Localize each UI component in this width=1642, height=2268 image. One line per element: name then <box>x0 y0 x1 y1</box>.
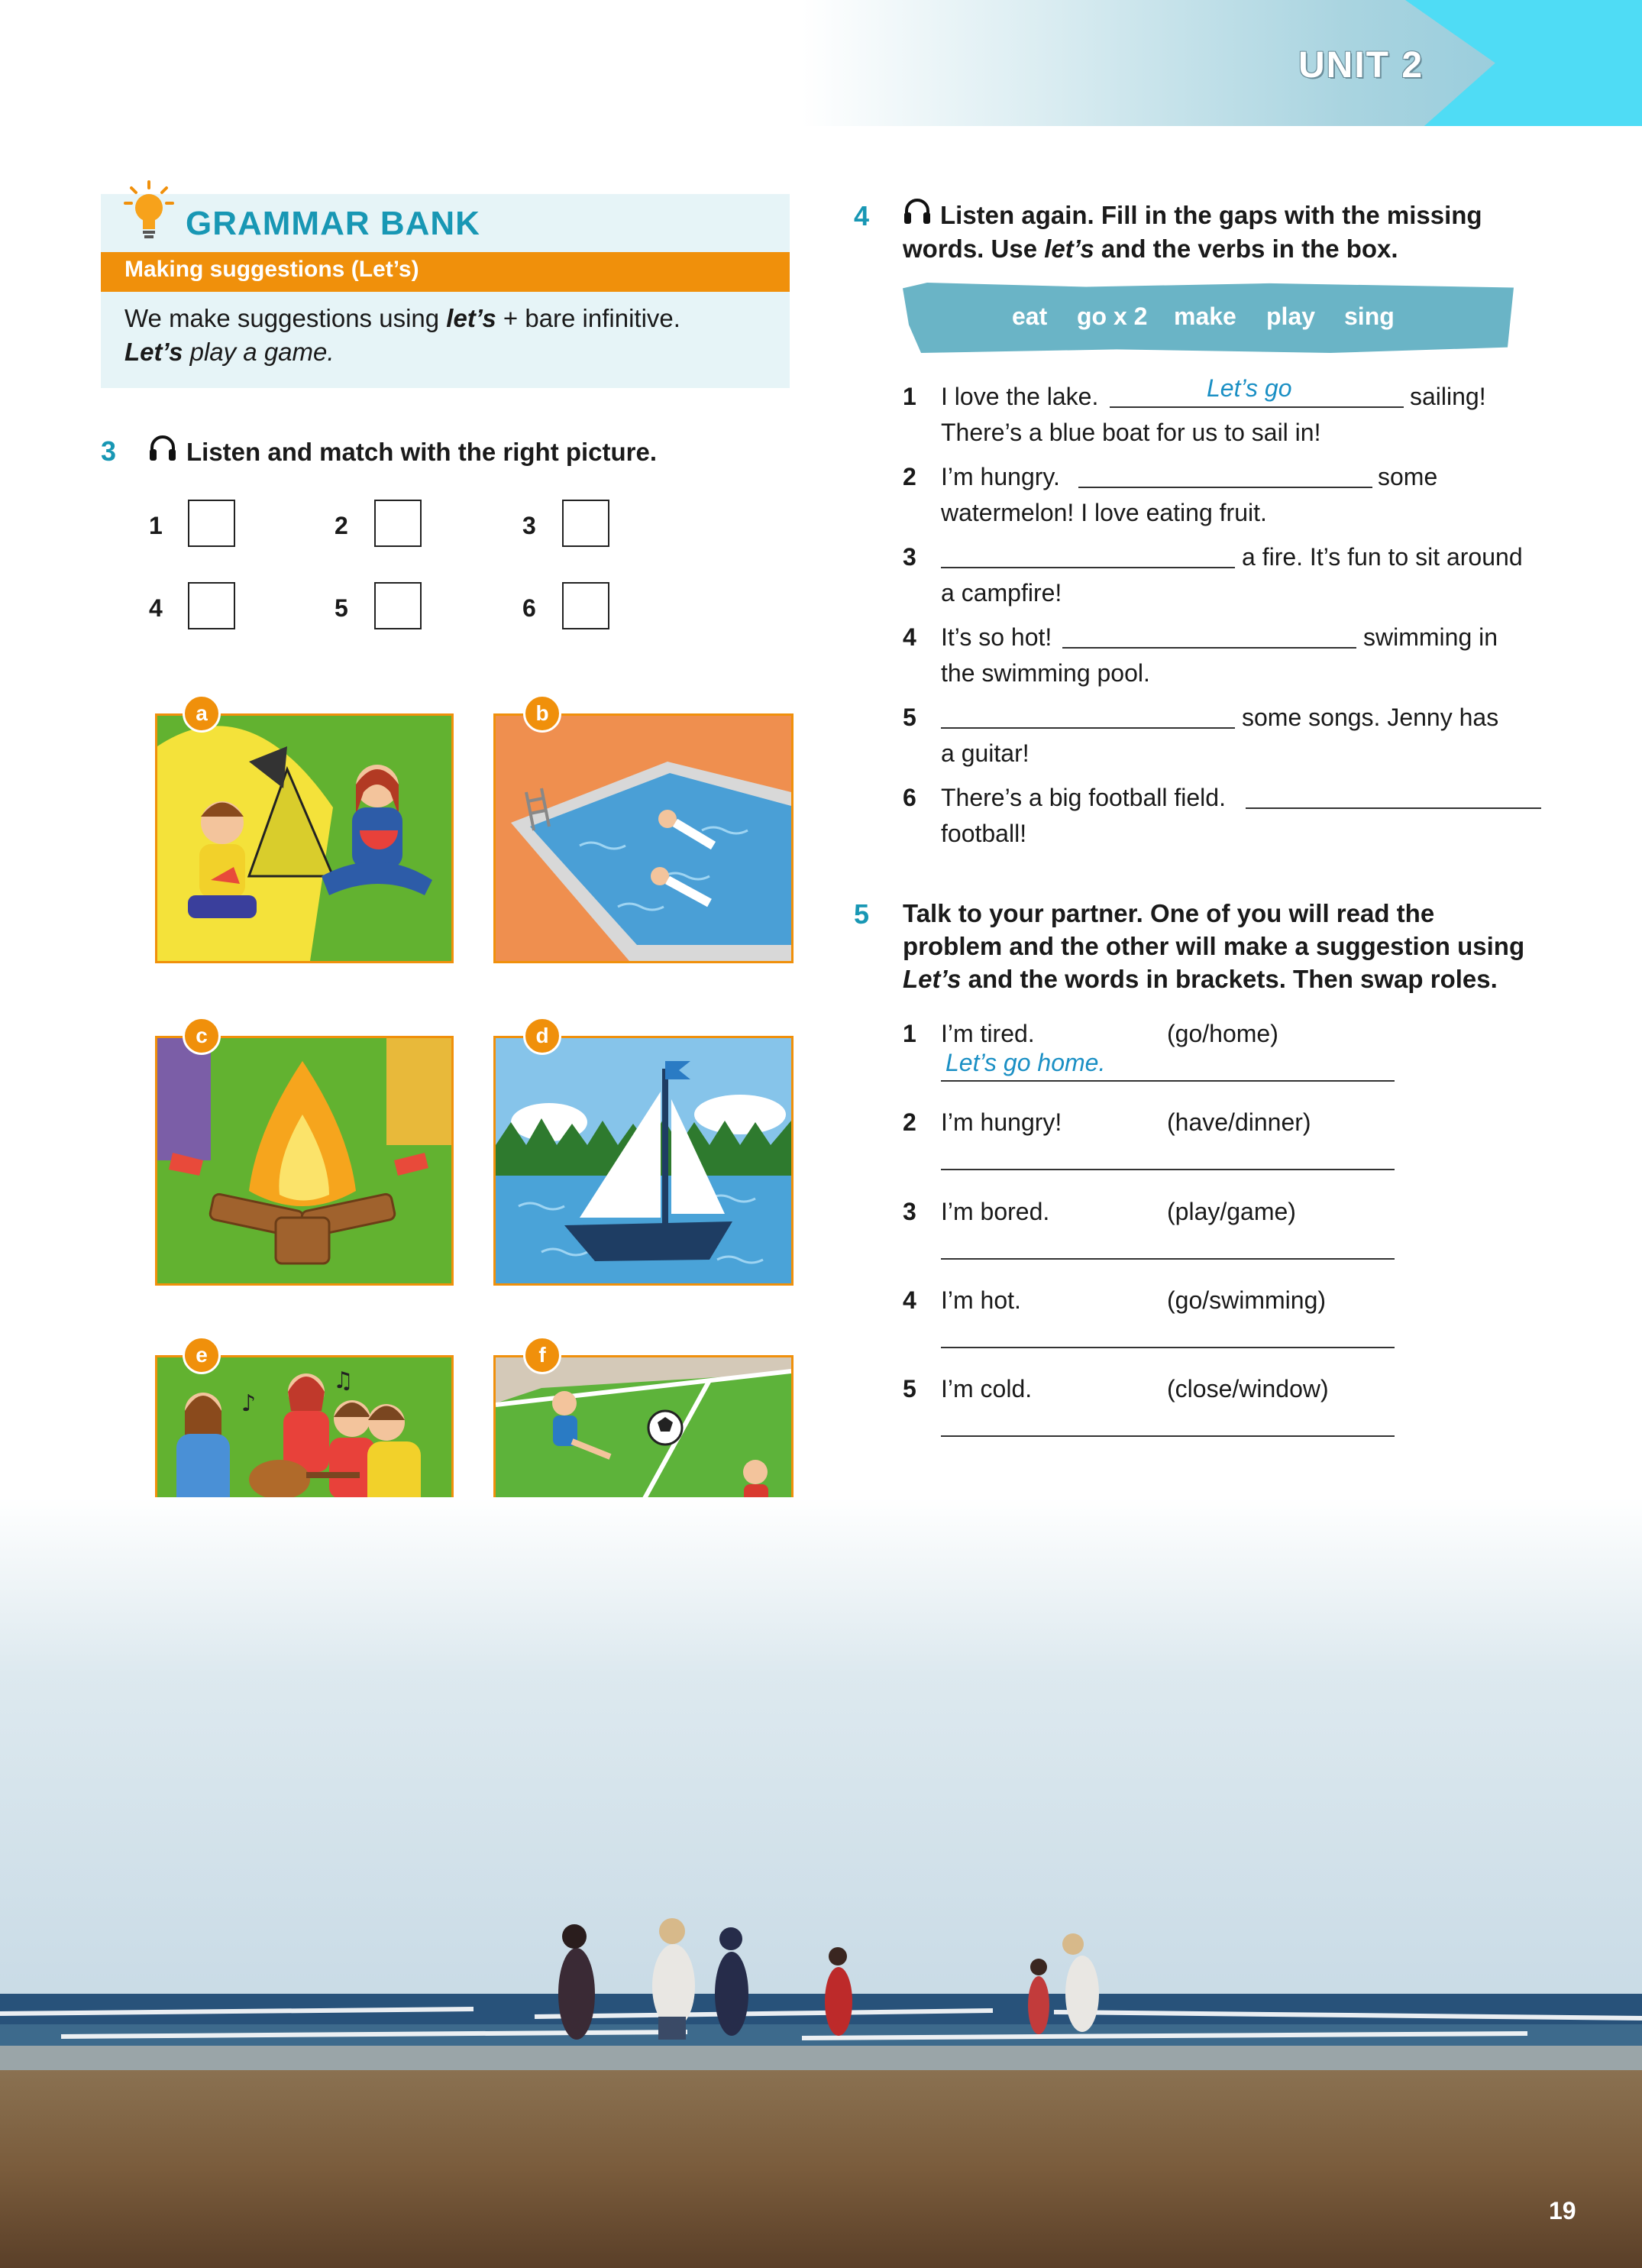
grammar-rule-text-end: + bare infinitive. <box>496 304 680 332</box>
picture-a-badge: a <box>183 694 221 733</box>
match-item-number: 2 <box>335 512 348 539</box>
beach-photo <box>0 1497 1642 2268</box>
exercise-5-instruction-line3 <box>903 963 1498 996</box>
problem-prompt-words: (play/game) <box>1167 1198 1296 1225</box>
picture-b-swimming-pool <box>493 713 794 963</box>
word-box-item: go x 2 <box>1077 303 1148 330</box>
headphones-icon <box>147 432 178 463</box>
question-text-end: some <box>1378 463 1438 490</box>
suggestion-line-4[interactable] <box>941 1347 1395 1348</box>
word-box-item: make <box>1174 303 1236 330</box>
question-text-line2: There’s a blue boat for us to sail in! <box>941 419 1321 446</box>
problem-prompt-words: (have/dinner) <box>1167 1108 1311 1136</box>
suggestion-line-3[interactable] <box>941 1258 1395 1260</box>
picture-d-badge: d <box>523 1017 561 1055</box>
exercise-5-instruction-line1: Talk to your partner. One of you will read the <box>903 899 1435 927</box>
answer-gap-6[interactable] <box>1246 807 1541 809</box>
exercise-4-instruction-line1: Listen again. Fill in the gaps with the missing <box>940 201 1482 229</box>
grammar-rule-text: We make suggestions using <box>124 304 447 332</box>
instruction-text-end: and the verbs in the box. <box>1094 235 1398 263</box>
question-text-end: some songs. Jenny has <box>1242 704 1499 731</box>
exercise-4-number: 4 <box>854 200 870 231</box>
grammar-example-text: play a game. <box>183 338 335 366</box>
picture-a-camping <box>155 713 454 963</box>
exercise-5-instruction-line2: problem and the other will make a suggestion using <box>903 932 1525 960</box>
problem-number: 5 <box>903 1375 916 1403</box>
match-item-number: 4 <box>149 594 163 622</box>
word-box-item: eat <box>1012 303 1048 330</box>
problem-text: I’m tired. <box>941 1020 1035 1047</box>
question-text-line2: the swimming pool. <box>941 659 1150 687</box>
answer-gap-4[interactable] <box>1062 647 1356 649</box>
problem-text: I’m hot. <box>941 1286 1021 1314</box>
word-box-item: play <box>1266 303 1316 330</box>
picture-d-sailboat <box>493 1036 794 1286</box>
suggestion-line-5[interactable] <box>941 1435 1395 1437</box>
exercise-3-number: 3 <box>101 435 117 467</box>
match-item-number: 5 <box>335 594 348 622</box>
suggestion-line-1[interactable] <box>941 1080 1395 1082</box>
answer-gap-5[interactable] <box>941 727 1235 729</box>
picture-f-badge: f <box>523 1336 561 1374</box>
grammar-bank-title: GRAMMAR BANK <box>186 205 480 242</box>
instruction-keyword: let’s <box>1044 235 1094 263</box>
picture-e-badge: e <box>183 1336 221 1374</box>
problem-text: I’m hungry! <box>941 1108 1062 1136</box>
problem-prompt-words: (go/home) <box>1167 1020 1278 1047</box>
example-answer: Let’s go home. <box>945 1049 1106 1076</box>
problem-text: I’m bored. <box>941 1198 1050 1225</box>
match-answer-box-3[interactable] <box>562 500 609 547</box>
problem-number: 1 <box>903 1020 916 1047</box>
suggestion-line-2[interactable] <box>941 1169 1395 1170</box>
match-item-number: 1 <box>149 512 163 539</box>
question-number: 4 <box>903 623 916 651</box>
question-text-end: sailing! <box>1410 383 1486 410</box>
question-number: 5 <box>903 704 916 731</box>
match-item-number: 6 <box>522 594 536 622</box>
question-text-line2: a guitar! <box>941 739 1029 767</box>
match-answer-box-5[interactable] <box>374 582 422 629</box>
answer-gap-3[interactable] <box>941 567 1235 568</box>
question-text: I’m hungry. <box>941 463 1060 490</box>
picture-c-campfire <box>155 1036 454 1286</box>
exercise-5-number: 5 <box>854 898 870 930</box>
page-number: 19 <box>1549 2197 1576 2224</box>
word-box-item: sing <box>1344 303 1395 330</box>
headphones-icon <box>902 196 933 226</box>
match-item-number: 3 <box>522 512 536 539</box>
grammar-rule-keyword: let’s <box>446 304 496 332</box>
problem-text: I’m cold. <box>941 1375 1033 1403</box>
answer-gap-2[interactable] <box>1078 487 1372 488</box>
picture-b-badge: b <box>523 694 561 733</box>
match-answer-box-4[interactable] <box>188 582 235 629</box>
problem-number: 3 <box>903 1198 916 1225</box>
problem-prompt-words: (go/swimming) <box>1167 1286 1327 1314</box>
question-text-line2: football! <box>941 820 1027 847</box>
problem-number: 2 <box>903 1108 916 1136</box>
question-text-line2: watermelon! I love eating fruit. <box>941 499 1267 526</box>
grammar-rule <box>124 304 680 333</box>
instruction-keyword: Let’s <box>903 965 962 993</box>
question-text: It’s so hot! <box>941 623 1052 651</box>
exercise-3-instruction: Listen and match with the right picture. <box>186 438 658 466</box>
question-text: I love the lake. <box>941 383 1099 410</box>
match-answer-box-6[interactable] <box>562 582 609 629</box>
instruction-text: and the words in brackets. Then swap roles. <box>961 965 1498 993</box>
question-text-end: a fire. It’s fun to sit around <box>1242 543 1523 571</box>
question-text: There’s a big football field. <box>941 784 1226 811</box>
picture-c-badge: c <box>183 1017 221 1055</box>
question-text-line2: a campfire! <box>941 579 1062 607</box>
example-answer: Let’s go <box>1207 374 1292 402</box>
match-answer-box-1[interactable] <box>188 500 235 547</box>
grammar-subtitle: Making suggestions (Let’s) <box>124 257 419 282</box>
answer-gap-1[interactable] <box>1110 406 1404 408</box>
problem-prompt-words: (close/window) <box>1167 1375 1329 1403</box>
grammar-example-keyword: Let’s <box>124 338 183 366</box>
question-text-end: swimming in <box>1363 623 1498 651</box>
question-number: 3 <box>903 543 916 571</box>
lightbulb-icon <box>122 180 176 241</box>
question-number: 2 <box>903 463 916 490</box>
question-number: 6 <box>903 784 916 811</box>
exercise-4-instruction-line2 <box>903 232 1398 266</box>
match-answer-box-2[interactable] <box>374 500 422 547</box>
unit-title: UNIT 2 <box>1298 45 1424 86</box>
grammar-example <box>124 338 335 367</box>
instruction-text: words. Use <box>903 235 1045 263</box>
svg-text:♫: ♫ <box>333 1367 354 1394</box>
question-number: 1 <box>903 383 916 410</box>
problem-number: 4 <box>903 1286 916 1314</box>
svg-text:♪: ♪ <box>241 1390 257 1417</box>
